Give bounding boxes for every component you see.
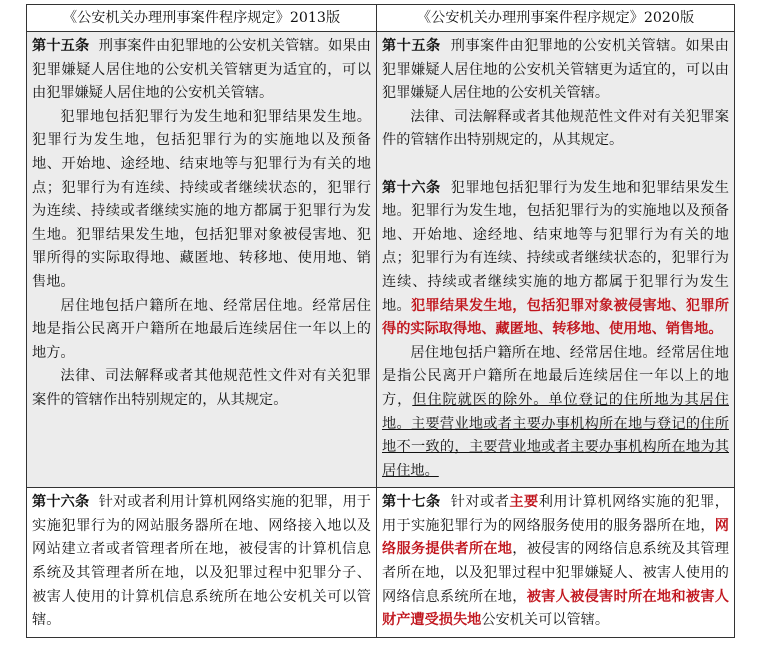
article-text: 公安机关可以管辖。	[481, 612, 610, 629]
paragraph: 法律、司法解释或者其他规范性文件对有关犯罪案件的管辖作出特别规定的，从其规定。	[32, 368, 371, 408]
article-text: 利用计算机网络实施的犯罪，用于实施犯罪行为的网络服务使用的服务器所在地，	[382, 494, 729, 534]
article-label: 第十六条	[382, 179, 441, 196]
highlighted-text: 主要	[509, 494, 539, 511]
article-text: 刑事案件由犯罪地的公安机关管辖。如果由犯罪嫌疑人居住地的公安机关管辖更为适宜的，可以由犯罪嫌疑人居住地的公安机关管辖。	[32, 38, 371, 102]
table-row	[27, 32, 735, 488]
paragraph: 居住地包括户籍所在地、经常居住地。经常居住地是指公民离开户籍所在地最后连续居住一年以上的地方。	[32, 297, 371, 361]
header-2020: 《公安机关办理刑事案件程序规定》2020版	[377, 5, 735, 32]
article-text: 针对或者利用计算机网络实施的犯罪，用于实施犯罪行为的网站服务器所在地、网络接入地以及网站建立者或者管理者所在地，被侵害的计算机信息系统及其管理者所在地，以及犯罪过程中犯罪分子、被害人使用的计算机信息系统所在地公安机关可以管辖。	[32, 494, 371, 629]
table-row	[27, 488, 735, 638]
cell-2020-art17	[377, 488, 735, 638]
paragraph: 居住地包括户籍所在地、经常居住地。经常居住地是指公民离开户籍所在地最后连续居住一年以上的地方，	[382, 344, 729, 408]
highlighted-text: 犯罪结果发生地，包括犯罪对象被侵害地、犯罪所得的实际取得地、藏匿地、转移地、使用地、销售地。	[382, 297, 729, 338]
paragraph: 犯罪地包括犯罪行为发生地和犯罪结果发生地。犯罪行为发生地，包括犯罪行为的实施地以及预备地、开始地、途经地、结束地等与犯罪行为有关的地点；犯罪行为有连续、持续或者继续状态的，犯罪行为连续、持续或者继续实施的地方都属于犯罪行为发生地。犯罪结果发生地，包括犯罪对象被侵害地、犯罪所得的实际取得地、藏匿地、转移地、使用地、销售地。	[32, 108, 371, 290]
highlighted-text: 被害人被侵害时所在地和被害人财产遭受损失地	[382, 588, 729, 629]
comparison-table	[26, 4, 735, 638]
cell-2013-art16	[27, 488, 377, 638]
article-text: 针对或者	[450, 494, 510, 511]
highlighted-text: 网络服务提供者所在地	[382, 517, 729, 558]
paragraph: 法律、司法解释或者其他规范性文件对有关犯罪案件的管辖作出特别规定的，从其规定。	[382, 108, 729, 149]
article-label: 第十五条	[382, 38, 441, 54]
cell-2020-art15-16	[377, 32, 735, 488]
underlined-text: 但住院就医的除外。单位登记的住所地为其居住地。主要营业地或者主要办事机构所在地与登记的住所地不一致的，主要营业地或者主要办事机构所在地为其居住地。	[382, 391, 729, 479]
header-row	[27, 5, 735, 32]
article-label: 第十六条	[32, 494, 90, 511]
header-2013: 《公安机关办理刑事案件程序规定》2013版	[27, 5, 377, 32]
article-text: 刑事案件由犯罪地的公安机关管辖。如果由犯罪嫌疑人居住地的公安机关管辖更为适宜的，可以由犯罪嫌疑人居住地的公安机关管辖。	[382, 38, 729, 102]
article-text: ，被侵害的网络信息系统及其管理者所在地，以及犯罪过程中犯罪嫌疑人、被害人使用的网络信息系统所在地，	[382, 541, 729, 605]
article-label: 第十七条	[382, 494, 441, 511]
article-text: 犯罪地包括犯罪行为发生地和犯罪结果发生地。犯罪行为发生地，包括犯罪行为的实施地以及预备地、开始地、途经地、结束地等与犯罪行为有关的地点；犯罪行为有连续、持续或者继续状态的，犯罪行为连续、持续或者继续实施的地方都属于犯罪行为发生地。	[382, 179, 729, 314]
cell-2013-art15	[27, 32, 377, 488]
article-label: 第十五条	[32, 38, 90, 54]
